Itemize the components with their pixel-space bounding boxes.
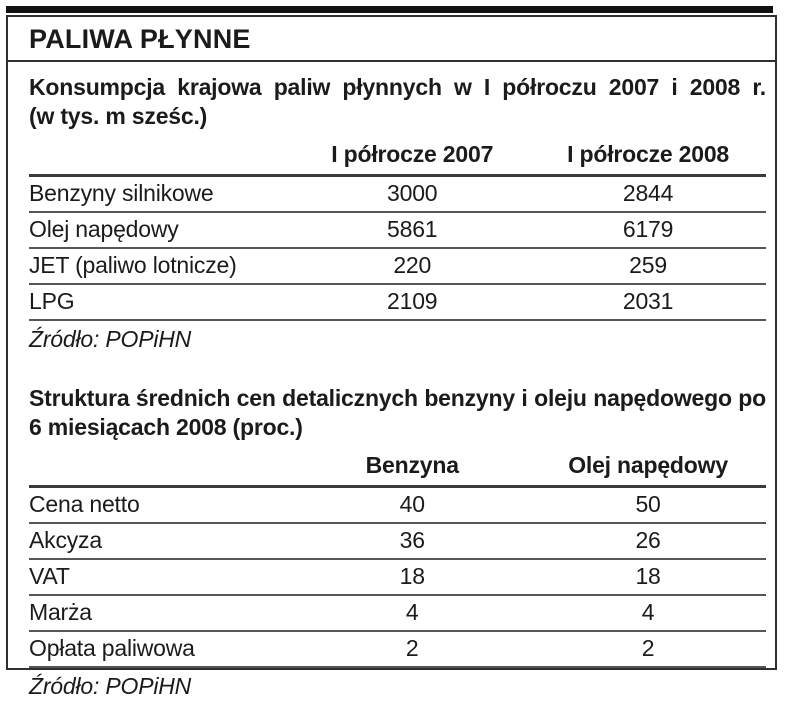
section-title-line2: (w tys. m sześc.) <box>29 103 208 129</box>
cell-value: 4 <box>530 595 766 631</box>
section-title-line1: Konsumpcja krajowa paliw płynnych w I półroczu 2007 i 2008 r. <box>29 74 766 100</box>
cell-value: 18 <box>294 559 530 595</box>
column-header-olej-napedowy: Olej napędowy <box>530 449 766 487</box>
table-row <box>29 248 766 284</box>
panel-title: PALIWA PŁYNNE <box>8 17 775 62</box>
row-label: Benzyny silnikowe <box>29 176 294 213</box>
row-label: Opłata paliwowa <box>29 631 294 667</box>
cell-value: 36 <box>294 523 530 559</box>
column-header-empty <box>29 449 294 487</box>
table-header-row <box>29 449 766 487</box>
cell-value: 18 <box>530 559 766 595</box>
column-header-empty <box>29 138 294 176</box>
table-row <box>29 176 766 213</box>
section-title-line2: 6 miesiącach 2008 (proc.) <box>29 414 303 440</box>
cell-value: 5861 <box>294 212 530 248</box>
column-header-h1-2008: I półrocze 2008 <box>530 138 766 176</box>
source-note: Źródło: POPiHN <box>29 673 192 699</box>
table-row <box>29 631 766 667</box>
row-label: LPG <box>29 284 294 320</box>
cell-value: 40 <box>294 487 530 524</box>
section-consumption <box>29 73 766 354</box>
cell-value: 26 <box>530 523 766 559</box>
row-label: VAT <box>29 559 294 595</box>
section-price-structure <box>29 384 766 701</box>
section-title <box>29 73 766 131</box>
column-header-benzyna: Benzyna <box>294 449 530 487</box>
cell-value: 3000 <box>294 176 530 213</box>
cell-value: 220 <box>294 248 530 284</box>
price-structure-table <box>29 449 766 668</box>
row-label: Olej napędowy <box>29 212 294 248</box>
cell-value: 2109 <box>294 284 530 320</box>
infographic-panel <box>6 15 777 699</box>
cell-value: 50 <box>530 487 766 524</box>
panel-content <box>8 62 775 701</box>
row-label: JET (paliwo lotnicze) <box>29 248 294 284</box>
section-title-line1: Struktura średnich cen detalicznych benzyny i oleju napędowego po <box>29 385 766 411</box>
cell-value: 2031 <box>530 284 766 320</box>
table-row <box>29 559 766 595</box>
cell-value: 2844 <box>530 176 766 213</box>
table-row <box>29 212 766 248</box>
table-header-row <box>29 138 766 176</box>
row-label: Marża <box>29 595 294 631</box>
cell-value: 2 <box>294 631 530 667</box>
cell-value: 4 <box>294 595 530 631</box>
consumption-table <box>29 138 766 321</box>
table-row <box>29 523 766 559</box>
section-title <box>29 384 766 442</box>
column-header-h1-2007: I półrocze 2007 <box>294 138 530 176</box>
table-row <box>29 595 766 631</box>
source-note: Źródło: POPiHN <box>29 326 192 352</box>
cell-value: 259 <box>530 248 766 284</box>
cell-value: 6179 <box>530 212 766 248</box>
row-label: Akcyza <box>29 523 294 559</box>
table-row <box>29 284 766 320</box>
cell-value: 2 <box>530 631 766 667</box>
row-label: Cena netto <box>29 487 294 524</box>
table-row <box>29 487 766 524</box>
top-rule-bar <box>6 6 773 13</box>
